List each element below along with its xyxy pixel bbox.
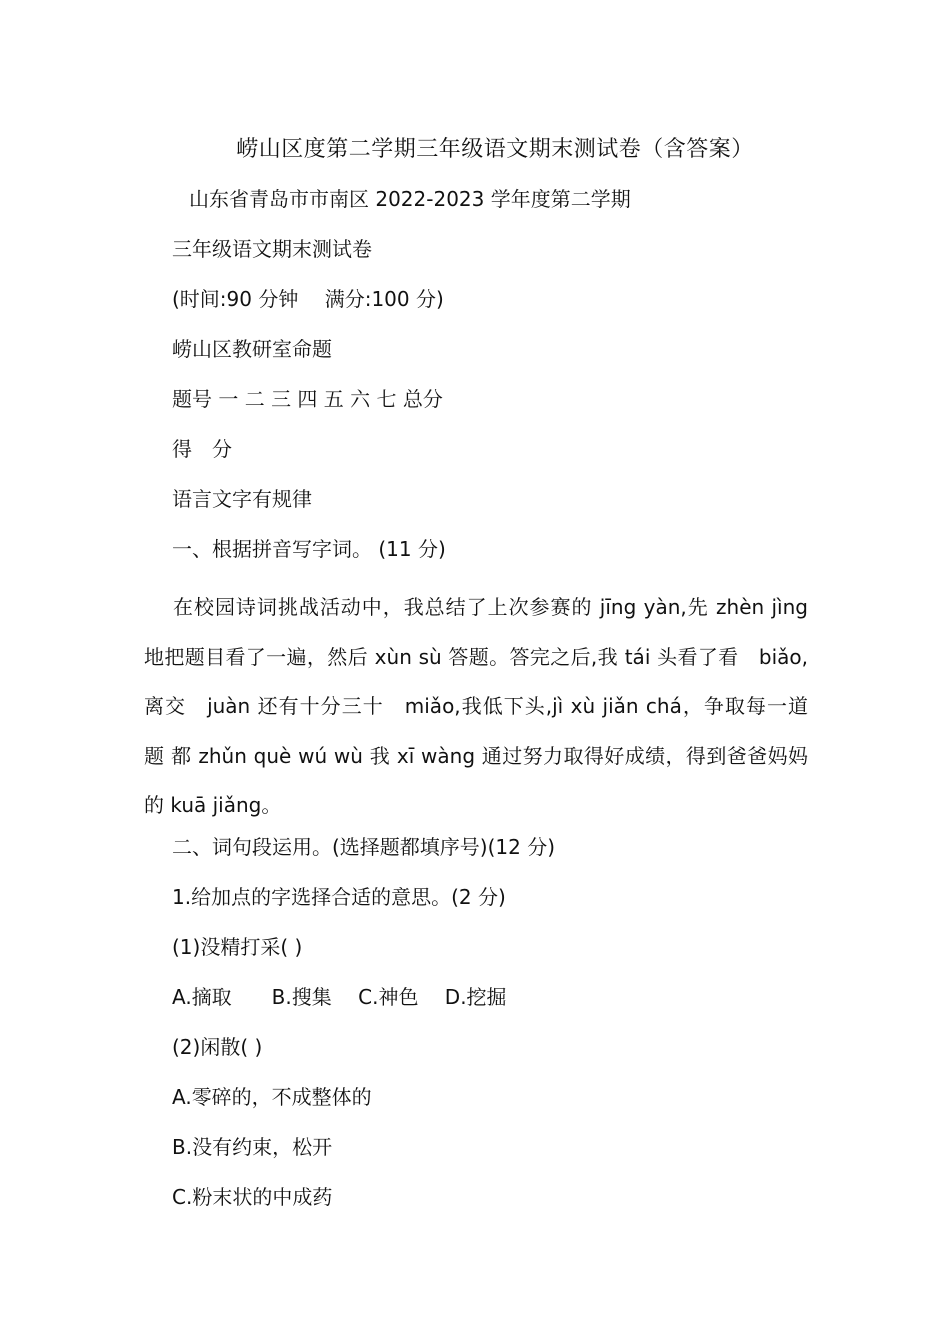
question-1-heading: 一、根据拼音写字词。 (11 分): [172, 537, 446, 561]
question-2-1-2-option-c: C.粉末状的中成药: [172, 1185, 333, 1209]
document-subtitle: 山东省青岛市市南区 2022-2023 学年度第二学期: [189, 187, 631, 211]
question-2-1-2: (2)闲散( ): [172, 1035, 263, 1059]
question-2-1: 1.给加点的字选择合适的意思。(2 分): [172, 885, 506, 909]
time-info: (时间:90 分钟 满分:100 分): [172, 287, 444, 311]
exam-name: 三年级语文期末测试卷: [172, 237, 372, 261]
question-2-1-1-options: A.摘取 B.搜集 C.神色 D.挖掘: [172, 985, 507, 1009]
section-heading: 语言文字有规律: [172, 487, 312, 511]
question-2-1-2-option-b: B.没有约束，松开: [172, 1135, 333, 1159]
question-1-paragraph: 在校园诗词挑战活动中，我总结了上次参赛的 jīng yàn,先 zhèn jìng 地把题目看了一遍，然后 xùn sù 答题。答完之后,我 tái 头看了看 biǎo,离交 juàn 还有十分三十 miǎo,我低下头,jì xù jiǎn chá，争取每一道 题 都 zhǔn què wú wù 我 xī wàng 通过努力取得好成绩，得到爸爸妈妈的 kuā jiǎng。: [144, 595, 808, 818]
question-2-heading: 二、词句段运用。(选择题都填序号)(12 分): [172, 835, 556, 859]
score-table-header: 题号 一 二 三 四 五 六 七 总分: [172, 387, 443, 411]
question-2-1-2-option-a: A.零碎的，不成整体的: [172, 1085, 372, 1109]
author-line: 崂山区教研室命题: [172, 337, 332, 361]
question-2-1-1: (1)没精打采( ): [172, 935, 303, 959]
score-table-row: 得 分: [172, 437, 232, 461]
document-title: 崂山区度第二学期三年级语文期末测试卷（含答案）: [236, 137, 754, 162]
